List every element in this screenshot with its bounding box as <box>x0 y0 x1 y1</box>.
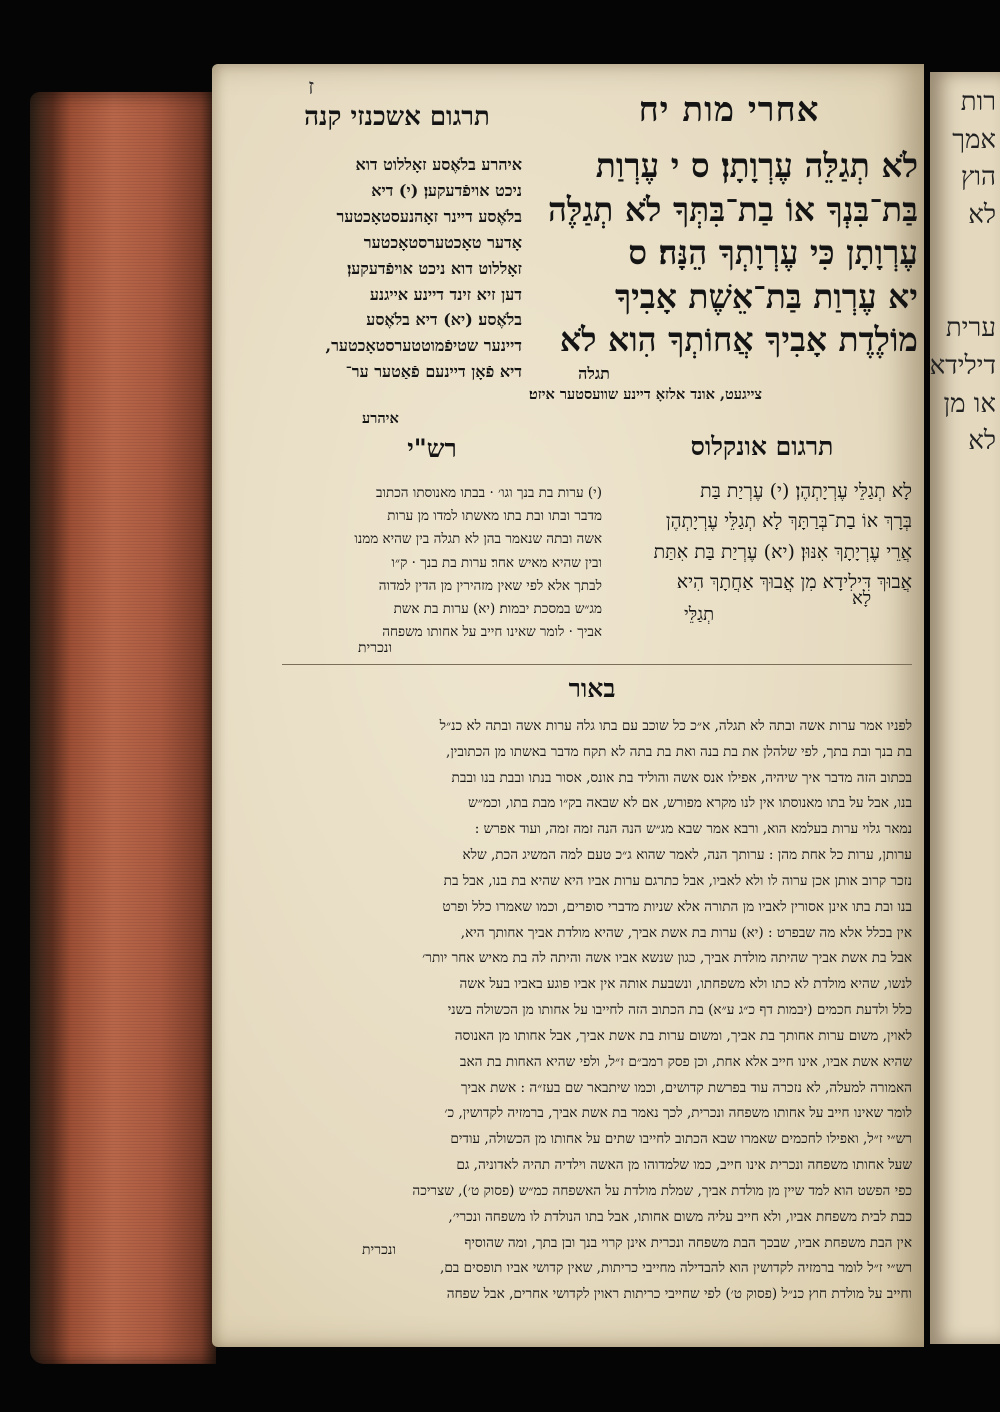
yiddish-footer-line: צייגעט, אונד אלזאָ דיינע שוועסטער איזט׃ <box>528 386 762 403</box>
onkelos-line: אֲבוּךְ דִּילִידָא מִן אֲבוּךְ אַחֲתָךְ הִיא <box>676 571 912 594</box>
biur-line: בנו, אבל על בתו מאנוסתו אין לנו מקרא מפורש, אם לא שבאה בק״ו מבת בתו, וכמ״ש <box>468 795 912 812</box>
next-page-text: רות אמך הוץ לא ערית דילידא או מן לא <box>930 87 996 457</box>
biur-line: וחייב על מולדת חוץ כנ״ל (פסוק ט׳) לפי שחייבי כריתות ראוין לקדושי אחרים, אבל שפחה <box>446 1286 912 1303</box>
yiddish-line: ניכט אויפֿדעקען׃ (י) דיא <box>371 180 522 200</box>
torah-line: מוֹלֶדֶת אָבִיךָ אֲחוֹתְךָ הִוא לֹא <box>559 320 918 360</box>
yiddish-line: זאָללוט דוא ניכט אויפֿדעקען׃ <box>347 258 522 278</box>
onkelos-line: לָא תְגַלֵּי עֶרְיָתְהֶן׃ (י) עֶרְיַת בַּת <box>700 480 912 502</box>
biur-line: אבל בת אשת אביך שהיתה מולדת אביך, כגון שנשא אביו אשה והיתה לה בת מאיש אחר יותר׳ <box>422 950 912 967</box>
section-divider <box>282 664 912 665</box>
biur-catchword: ונכרית <box>362 1242 397 1258</box>
next-page-fragment <box>930 72 1000 1344</box>
rashi-line: אשה ובתה שנאמר בהן לא תגלה בין שהיא ממנו <box>354 531 602 548</box>
rashi-catchword: ונכרית <box>358 640 393 656</box>
yiddish-line: אָדער טאָכטערסטאָכטער <box>363 232 522 252</box>
onkelos-catchword-2: תְגַלֵּי <box>684 604 715 625</box>
biur-line: שעל אחותו משפחה ונכרית אינו חייב, כמו שלמדוהו מן האשה וילדיה תהיה לאדוניה, גם <box>456 1157 912 1174</box>
biur-line: אין בכלל אלא מה שבפרט : (יא) ערות בת אשת אביך, שהיא מולדת אביך אחותך היא, <box>460 924 912 941</box>
torah-catchword: תגלה <box>578 364 610 383</box>
torah-line: עֶרְוָתָן כִּי עֶרְוָתְךָ הֵנָּה׃ ס <box>628 233 918 273</box>
biur-line: נמאר גלוי ערות בעלמא הוא, ורבא אמר שבא מג״ש הנה הנה זמה זמה, ועוד אפרש : <box>474 821 912 838</box>
biur-line: בכתוב הזה מדבר איך שיהיה, אפילו אנס אשה והוליד בת אונס, אסור בנתו ובבת בנו ובבת <box>451 769 912 786</box>
torah-line: לֹא תְגַלֵּה עֶרְוָתָן׃ ס י עֶרְוַת <box>595 146 918 185</box>
biur-line: בת בנך ובת בתך, לפי שלהלן את בת בנה ואת בת בתה לא תקח מדבר באשתו מן הכתובין, <box>446 743 912 760</box>
rashi-line: אביך · לומר שאינו חייב על אחותו משפחה <box>382 624 602 641</box>
onkelos-line: אֲרֵי עֶרְיָתָךְ אִנּוּן׃ (יא) עֶרְיַת בַּת אִתַּת <box>653 540 912 563</box>
onkelos-line: בְּרָךְ אוֹ בַת־בְּרַתָּךְ לָא תְגַלֵּי עֶרְיָתְהֶן <box>665 510 912 533</box>
rashi-line: מג״ש במסכת יבמות׃ (יא) ערות בת אשת <box>393 601 602 618</box>
yiddish-translation <box>282 152 522 385</box>
biur-line: רש״י ז״ל, ואפילו לחכמים שאמרו שבא הכתוב לחייבו שתים על אחותו מן הכשולה, עודים <box>450 1131 912 1148</box>
rashi-title: רש"י <box>407 434 457 463</box>
biur-line: כלל ולדעת חכמים (יבמות דף כ״ג ע״א) בת הכתוב הזה לחייבו על אחותו מן הכשולה בשני <box>447 1002 912 1019</box>
yiddish-catchword: איהרע <box>362 410 399 427</box>
yiddish-line: דען זיא זינד דיינע אייגנע <box>369 284 522 304</box>
yiddish-line: דיינער שטיפֿמוטטערסטאָכטער, <box>325 336 522 356</box>
biur-line: כפי הפשט הוא למד שיין מן מולדת אביך, שמלת מולדת על האשפחה כמ״ש (פסוק ט׳), שצריכה <box>412 1182 912 1199</box>
biur-line: שהיא אשת אביו, אינו חייב אלא אחת, וכן פסק רמב״ם ז״ל, ולפי שהיא האחות בת האב <box>459 1053 912 1070</box>
biur-line: לפניו אמר ערות אשה ובתה לא תגלה, א״כ כל שוכב עם בתו גלה ערות אשה ובתה לא כנ״ל <box>439 718 912 734</box>
biur-line: לנשו, שהיא מולדת לא כתו ולא משפחתו, ונשבעת אותה אין אביו פוגע באביו בעל אשה <box>459 976 912 993</box>
biur-line: לאוין, משום ערות אחותך בת אביך, ומשום ערות בת אשת אביך, אבל אחותו מן האנוסה <box>454 1027 912 1044</box>
biur-title: באור <box>568 674 616 703</box>
onkelos-text <box>622 476 912 598</box>
torah-text <box>530 144 918 362</box>
rashi-line: ובין שהיא מאיש אחר׃ ערות בת בנך · ק״ו <box>391 554 602 571</box>
page-header-side: תרגום אשכנזי קנה <box>304 102 490 132</box>
rashi-line: לבתך אלא לפי שאין מזהירין מן הדין למדוה <box>378 577 602 594</box>
biur-line: בנו ובת בתו אינן אסורין לאביו מן התורה אלא שניות מדברי סופרים, וכמו שאמרו כלל ופרט <box>442 898 912 915</box>
yiddish-line: דיא פֿאָן דיינעם פֿאַטער ער־ <box>345 362 522 382</box>
onkelos-catchword: לָא <box>852 588 872 609</box>
yiddish-line: בלֹאֶסע דיינר זאָהנעסטאָכטער <box>336 206 522 226</box>
biur-line: ערותן, ערות כל אחת מהן : ערותך הנה, לאמר שהוא ג״כ טעם למה המשיג הכת, שלא <box>462 847 912 864</box>
rashi-text <box>284 482 602 645</box>
rashi-line: מדבר ובתו ובת בתו מאשתו למדו מן ערות <box>387 508 602 525</box>
torah-line: בַּת־בִּנְךָ אוֹ בַת־בִּתְּךָ לֹא תְגַלֶּה <box>547 189 918 229</box>
onkelos-title: תרגום אונקלוס <box>690 432 834 461</box>
torah-line: יא עֶרְוַת בַּת־אֵשֶׁת אָבִיךָ <box>614 276 918 316</box>
biur-line: כבת לבית משפחת אביו, ולא חייב עליה משום אחותו, אבל בתו הנולדת לו משפחה ונכרי׳, <box>448 1208 912 1225</box>
book-page-edge <box>30 92 216 1364</box>
yiddish-line: איהרע בלֹאֶסע זאָללוט דוא <box>355 155 522 174</box>
biur-line: נזכר קרוב אותן אכן ערוה לו ולא לאביו, אבל כתרגם ערות אביו היא שהיא בת בנו, אבל בת <box>443 872 912 889</box>
page-corner-mark: ז <box>308 75 315 100</box>
biur-text <box>252 714 912 1308</box>
biur-line: לומר שאינו חייב על אחותו משפחה ונכרית, לכך נאמר בת אשת אביך, ברמזיה לקדושין, כ׳ <box>444 1105 912 1122</box>
rashi-line: (י) ערות בת בנך וגו׳ · בבתו מאנוסתו הכתוב <box>376 485 602 501</box>
yiddish-line: בלֹאֶסע׃ (יא) דיא בלֹאֶסע <box>366 310 522 330</box>
biur-line: אין הבת משפחת אביו, שבכך הבת משפחה ונכרית אינן קרוי בנך ובן בתך, ומה שהוסיף <box>464 1234 912 1251</box>
biur-line: רש״י ז״ל לומר ברמזיה לקדושין הוא להבדילה מחייבי כריתות, שאין קדושי אביו תופסים בם, <box>440 1260 912 1277</box>
biur-line: האמורה למעלה, לא נזכרה עוד בפרשת קדושים, וכמו שיתבאר שם בעז״ה : אשת אביך <box>460 1079 912 1096</box>
book-page <box>212 64 924 1347</box>
page-header-main: אחרי מות יח <box>638 90 820 130</box>
